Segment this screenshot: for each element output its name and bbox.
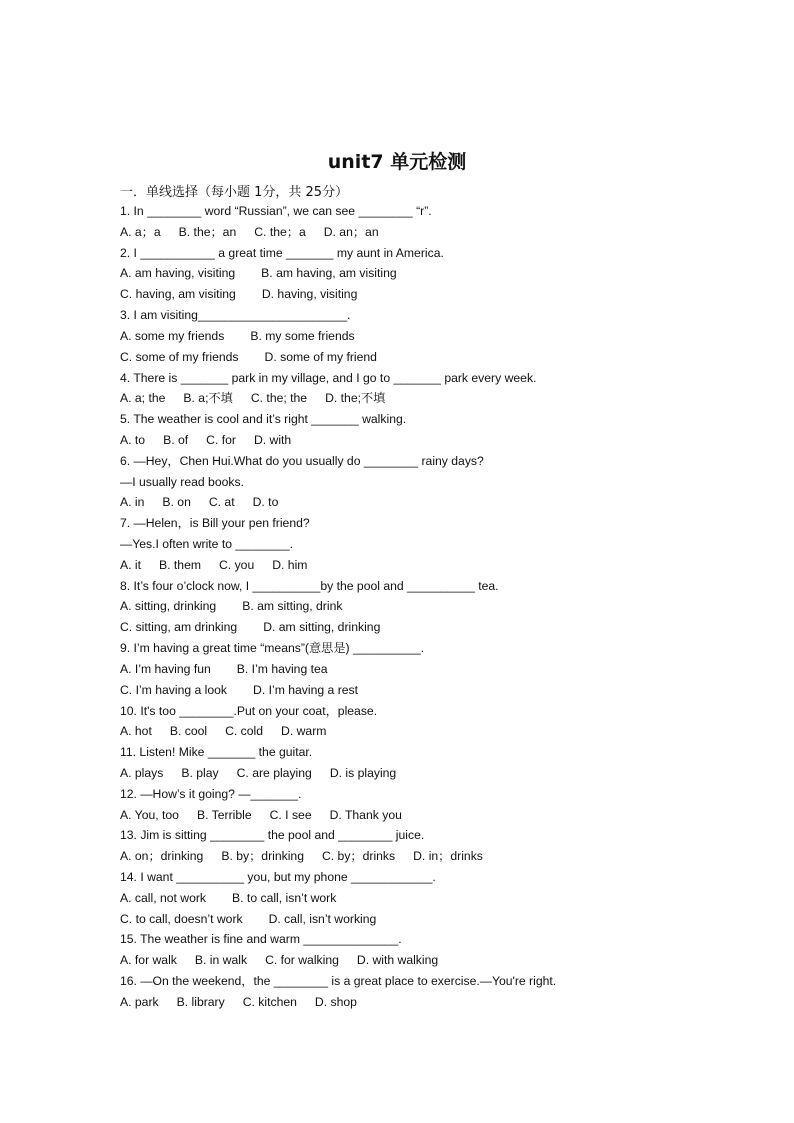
answer-option: B. am sitting, drink [242, 599, 343, 614]
options-line [120, 721, 680, 742]
options-line [120, 888, 680, 909]
options-line [120, 805, 680, 826]
options-line [120, 680, 680, 701]
options-line [120, 555, 680, 576]
answer-option: D. some of my friend [264, 349, 377, 364]
answer-option: C. I see [269, 807, 312, 822]
question-line: 13. Jim is sitting ________ the pool and ________ juice. [120, 828, 425, 843]
options-line [120, 617, 680, 638]
options-line [120, 284, 680, 305]
answer-option: C. some of my friends [120, 349, 239, 364]
answer-option: B. play [181, 765, 219, 780]
answer-option: D. am sitting, drinking [263, 620, 381, 635]
answer-option: B. a;不填 [183, 391, 233, 406]
answer-option: C. the; the [250, 391, 308, 406]
question-line: 1. In ________ word “Russian”, we can see ________ “r”. [120, 204, 432, 218]
answer-option: C. at [208, 495, 235, 510]
answer-option: B. of [163, 432, 189, 447]
answer-option: B. Terrible [196, 807, 252, 822]
answer-option: B. am having, am visiting [261, 266, 397, 281]
answer-option: D. with walking [356, 953, 439, 968]
options-line [120, 909, 680, 930]
options-line [120, 846, 680, 867]
answer-option: D. I’m having a rest [253, 682, 359, 697]
options-line [120, 950, 680, 971]
question-line: 10. It's too ________.Put on your coat，please. [120, 703, 378, 718]
question-line: 11. Listen! Mike _______ the guitar. [120, 745, 313, 760]
options-line [120, 596, 680, 617]
answer-option: C. having, am visiting [120, 287, 236, 302]
answer-option: D. the;不填 [325, 391, 386, 406]
page-title: unit7 单元检测 [327, 151, 467, 173]
question-line: 6. —Hey，Chen Hui.What do you usually do ________ rainy days? [120, 453, 484, 468]
answer-option: C. kitchen [242, 994, 297, 1009]
question-line: 7. —Helen，is Bill your pen friend? [120, 516, 310, 531]
options-line [120, 992, 680, 1013]
answer-option: D. in；drinks [413, 849, 483, 864]
question-line: 5. The weather is cool and it’s right _______ walking. [120, 412, 407, 427]
answer-option: D. call, isn’t working [268, 911, 377, 926]
answer-option: B. on [162, 495, 191, 510]
answer-option: B. library [176, 994, 225, 1009]
question-line: 4. There is _______ park in my village, and I go to _______ park every week. [120, 370, 537, 385]
options-line [120, 492, 680, 513]
options-line [120, 347, 680, 368]
answer-option: C. to call, doesn’t work [120, 911, 243, 926]
question-line: 14. I want __________ you, but my phone ____________. [120, 870, 436, 884]
answer-option: D. warm [281, 724, 327, 739]
answer-option: D. shop [314, 994, 357, 1009]
question-line: 2. I ___________ a great time _______ my aunt in America. [120, 245, 444, 260]
answer-option: A. am having, visiting [120, 266, 236, 281]
question-line: 8. It’s four o’clock now, I __________by the pool and __________ tea. [120, 578, 499, 593]
question-line: —I usually read books. [120, 474, 244, 489]
answer-option: A. for walk [120, 953, 177, 968]
answer-option: D. Thank you [329, 807, 402, 822]
options-line [120, 430, 680, 451]
answer-option: A. plays [120, 765, 164, 780]
answer-option: B. them [159, 557, 201, 572]
question-list [120, 201, 680, 1013]
answer-option: A. hot [120, 724, 152, 739]
answer-option: C. for walking [265, 953, 339, 968]
answer-option: C. by；drinks [321, 849, 396, 864]
answer-option: D. having, visiting [261, 287, 358, 302]
answer-option: C. are playing [236, 765, 312, 780]
answer-option: C. I’m having a look [120, 682, 228, 697]
answer-option: B. to call, isn’t work [232, 890, 337, 905]
answer-option: A. sitting, drinking [120, 599, 217, 614]
answer-option: A. park [120, 994, 159, 1009]
answer-option: D. an；an [323, 224, 379, 239]
answer-option: A. it [120, 557, 141, 572]
answer-option: C. cold [225, 724, 264, 739]
answer-option: A. on；drinking [120, 849, 204, 864]
answer-option: A. to [120, 432, 146, 447]
options-line [120, 326, 680, 347]
answer-option: A. a；a [120, 224, 161, 239]
options-line [120, 263, 680, 284]
answer-option: A. a; the [120, 391, 166, 406]
options-line [120, 659, 680, 680]
question-line: 3. I am visiting______________________. [120, 308, 351, 323]
answer-option: A. You, too [120, 807, 179, 822]
answer-option: B. in walk [194, 953, 248, 968]
section-heading: 一．单线选择（每小题 1分，共 25分） [120, 185, 349, 200]
answer-option: D. to [252, 495, 279, 510]
answer-option: B. I’m having tea [236, 661, 328, 676]
answer-option: D. him [272, 557, 308, 572]
answer-option: C. sitting, am drinking [120, 620, 238, 635]
question-line: 15. The weather is fine and warm ______________. [120, 932, 402, 947]
question-line: 16. —On the weekend，the ________ is a great place to exercise.—You're right. [120, 974, 557, 989]
options-line [120, 222, 680, 243]
answer-option: C. the；a [254, 224, 306, 239]
question-line: 12. —How’s it going? —_______. [120, 786, 302, 801]
question-line: —Yes.I often write to ________. [120, 537, 293, 551]
question-line: 9. I’m having a great time “means”(意思是) __________. [120, 641, 425, 656]
answer-option: B. cool [169, 724, 208, 739]
answer-option: B. the；an [178, 224, 237, 239]
answer-option: A. some my friends [120, 328, 225, 343]
answer-option: D. with [253, 432, 292, 447]
answer-option: A. I’m having fun [120, 661, 211, 676]
answer-option: B. by；drinking [221, 849, 304, 864]
answer-option: C. you [219, 557, 255, 572]
answer-option: A. in [120, 495, 145, 510]
answer-option: C. for [206, 432, 236, 447]
answer-option: D. is playing [329, 765, 397, 780]
answer-option: B. my some friends [250, 328, 355, 343]
answer-option: A. call, not work [120, 890, 207, 905]
options-line [120, 763, 680, 784]
options-line [120, 388, 680, 409]
